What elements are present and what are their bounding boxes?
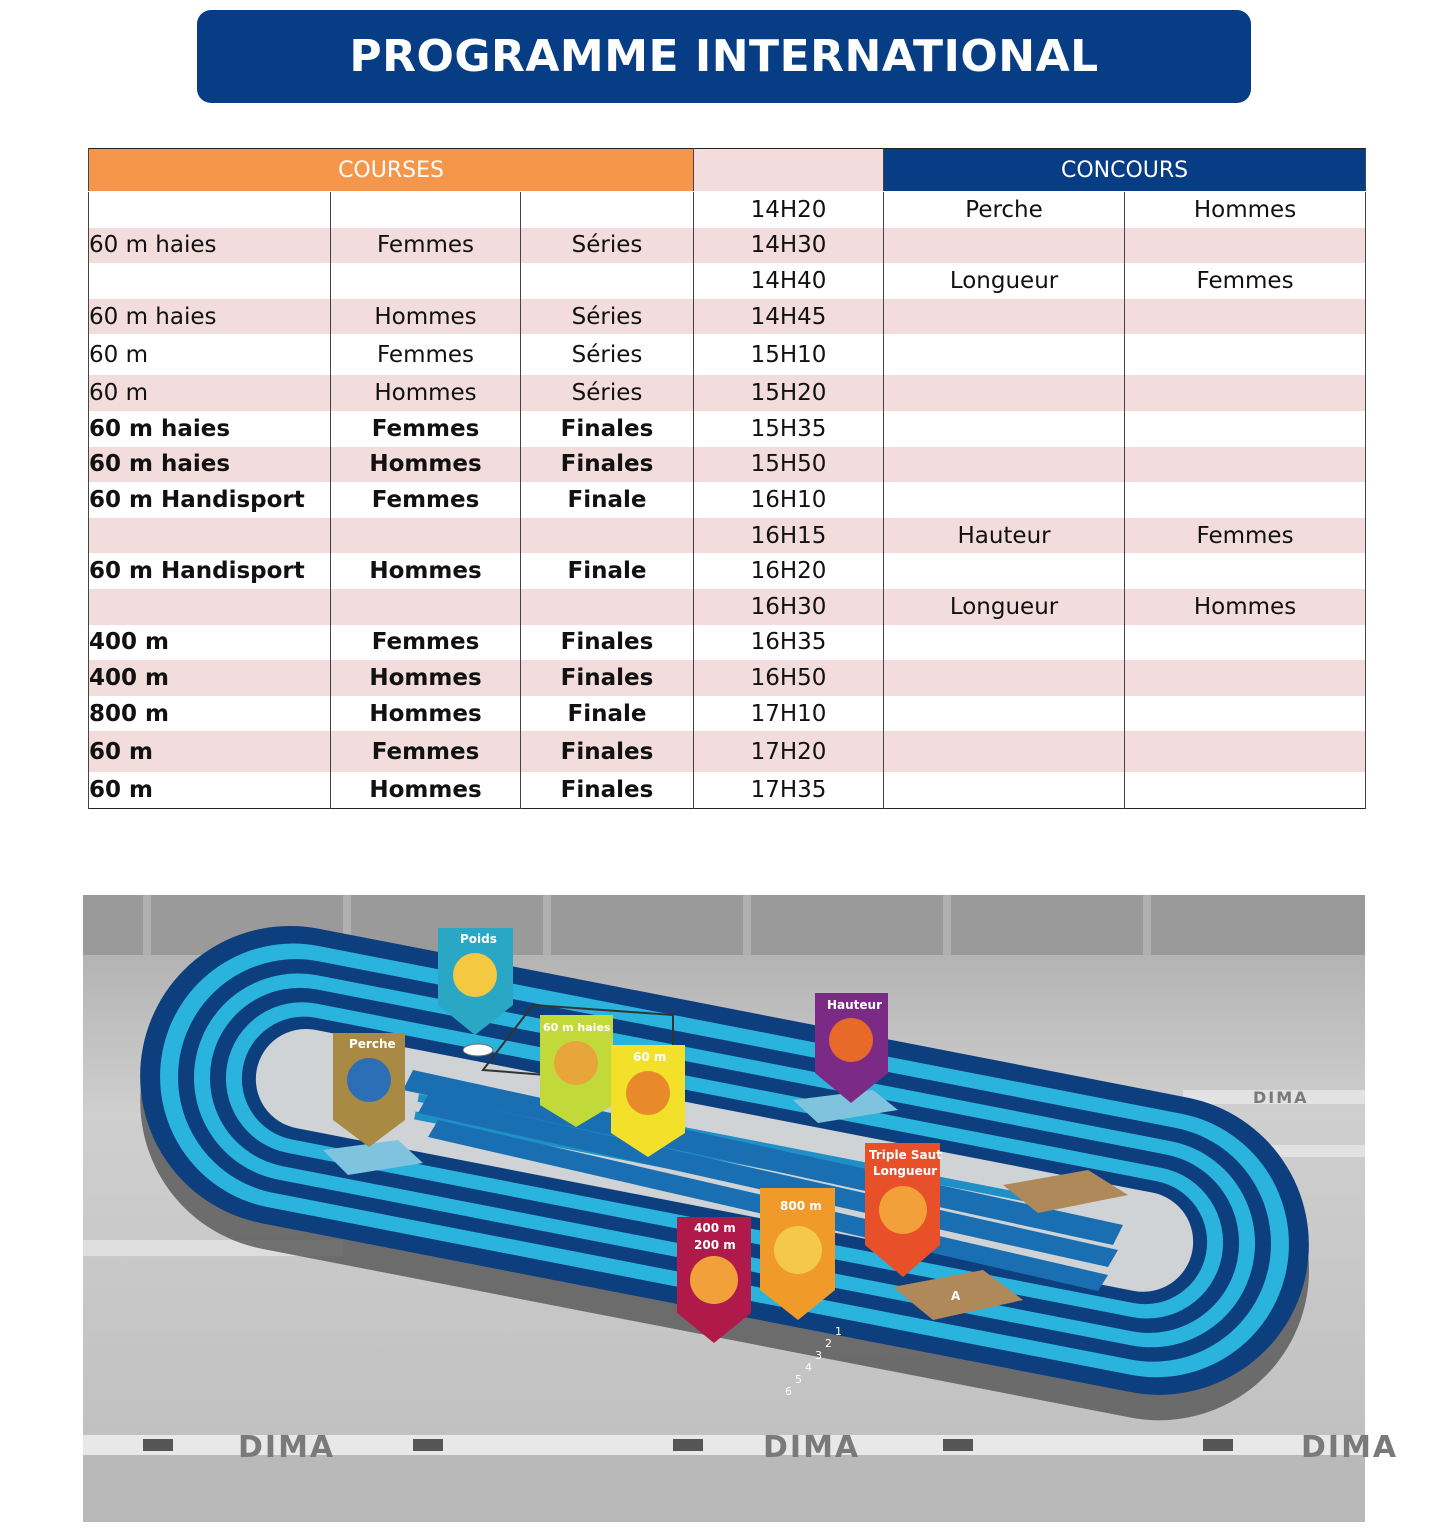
sponsor-text-3: DIMA (1301, 1430, 1399, 1465)
concours-event-cell (884, 660, 1125, 696)
time-cell: 16H10 (694, 482, 884, 518)
time-cell: 14H30 (694, 228, 884, 264)
svg-text:Longueur: Longueur (873, 1164, 938, 1178)
concours-event-cell: Longueur (884, 589, 1125, 625)
event-cell: 400 m (89, 660, 331, 696)
event-cell: 60 m Handisport (89, 482, 331, 518)
table-row (89, 772, 1366, 808)
table-row (89, 263, 1366, 299)
time-cell: 16H20 (694, 553, 884, 589)
concours-event-cell (884, 375, 1125, 411)
concours-gender-cell (1125, 660, 1366, 696)
gender-cell: Hommes (331, 447, 521, 483)
svg-text:Triple Saut: Triple Saut (869, 1148, 942, 1162)
gender-cell: Femmes (331, 334, 521, 375)
svg-text:Hauteur: Hauteur (827, 998, 883, 1012)
concours-event-cell: Longueur (884, 263, 1125, 299)
table-row (89, 375, 1366, 411)
round-cell: Séries (521, 375, 694, 411)
concours-gender-cell: Femmes (1125, 263, 1366, 299)
concours-gender-cell (1125, 228, 1366, 264)
table-row (89, 299, 1366, 335)
round-cell: Finales (521, 625, 694, 661)
time-cell: 17H20 (694, 731, 884, 772)
time-cell: 17H35 (694, 772, 884, 808)
sponsor-text-1: DIMA (238, 1430, 336, 1465)
concours-gender-cell (1125, 696, 1366, 732)
concours-header: CONCOURS (884, 149, 1366, 192)
svg-text:200 m: 200 m (694, 1238, 736, 1252)
round-cell: Finales (521, 411, 694, 447)
svg-text:800 m: 800 m (780, 1199, 822, 1213)
stadium-map (83, 895, 1399, 1522)
round-cell: Finales (521, 772, 694, 808)
shot-put-circle (463, 1044, 493, 1056)
gender-cell: Hommes (331, 696, 521, 732)
round-cell: Finales (521, 731, 694, 772)
table-row (89, 660, 1366, 696)
concours-event-cell (884, 334, 1125, 375)
svg-text:400 m: 400 m (694, 1221, 736, 1235)
round-cell: Finales (521, 660, 694, 696)
event-cell: 60 m (89, 731, 331, 772)
time-cell: 16H15 (694, 518, 884, 554)
table-row (89, 228, 1366, 264)
time-cell: 16H30 (694, 589, 884, 625)
concours-gender-cell (1125, 411, 1366, 447)
event-cell (89, 589, 331, 625)
gender-cell: Femmes (331, 411, 521, 447)
table-row (89, 518, 1366, 554)
event-cell: 60 m (89, 334, 331, 375)
gender-cell: Femmes (331, 625, 521, 661)
pit-label: A (951, 1289, 961, 1303)
event-cell: 60 m haies (89, 411, 331, 447)
concours-event-cell (884, 731, 1125, 772)
flag-60m-haies (540, 1015, 613, 1127)
gender-cell (331, 518, 521, 554)
time-cell: 16H35 (694, 625, 884, 661)
table-row (89, 192, 1366, 228)
event-cell: 60 m haies (89, 447, 331, 483)
svg-text:1: 1 (835, 1325, 842, 1338)
table-row (89, 447, 1366, 483)
title-banner (197, 10, 1251, 103)
event-cell: 60 m haies (89, 228, 331, 264)
concours-event-cell (884, 553, 1125, 589)
event-cell: 60 m (89, 772, 331, 808)
time-cell: 14H45 (694, 299, 884, 335)
round-cell: Séries (521, 228, 694, 264)
gender-cell: Femmes (331, 228, 521, 264)
schedule-rows (89, 192, 1366, 809)
concours-event-cell: Perche (884, 192, 1125, 228)
svg-text:2: 2 (825, 1337, 832, 1350)
time-cell: 15H50 (694, 447, 884, 483)
time-cell: 16H50 (694, 660, 884, 696)
svg-text:60 m haies: 60 m haies (543, 1021, 611, 1034)
time-cell: 15H35 (694, 411, 884, 447)
sponsor-text-4: DIMA (1253, 1088, 1309, 1107)
round-cell: Finale (521, 696, 694, 732)
svg-text:4: 4 (805, 1361, 812, 1374)
schedule-table (88, 148, 1366, 809)
concours-event-cell (884, 772, 1125, 808)
table-row (89, 334, 1366, 375)
round-cell (521, 192, 694, 228)
page-title: PROGRAMME INTERNATIONAL (349, 31, 1099, 82)
svg-text:6: 6 (785, 1385, 792, 1398)
concours-gender-cell (1125, 553, 1366, 589)
concours-gender-cell (1125, 447, 1366, 483)
round-cell (521, 263, 694, 299)
time-cell: 17H10 (694, 696, 884, 732)
table-row (89, 411, 1366, 447)
concours-event-cell (884, 625, 1125, 661)
concours-event-cell (884, 696, 1125, 732)
time-cell: 14H20 (694, 192, 884, 228)
table-header-row (89, 149, 1366, 192)
table-row (89, 553, 1366, 589)
concours-event-cell (884, 228, 1125, 264)
gender-cell: Hommes (331, 375, 521, 411)
concours-gender-cell (1125, 299, 1366, 335)
round-cell: Séries (521, 334, 694, 375)
time-cell: 15H10 (694, 334, 884, 375)
round-cell: Finale (521, 482, 694, 518)
event-cell: 400 m (89, 625, 331, 661)
gender-cell (331, 589, 521, 625)
table-row (89, 696, 1366, 732)
table-row (89, 731, 1366, 772)
gender-cell: Hommes (331, 772, 521, 808)
concours-gender-cell: Femmes (1125, 518, 1366, 554)
gender-cell: Hommes (331, 660, 521, 696)
round-cell: Séries (521, 299, 694, 335)
gender-cell: Femmes (331, 731, 521, 772)
event-cell: 800 m (89, 696, 331, 732)
concours-gender-cell: Hommes (1125, 192, 1366, 228)
concours-gender-cell (1125, 482, 1366, 518)
concours-gender-cell (1125, 375, 1366, 411)
concours-event-cell (884, 482, 1125, 518)
gender-cell (331, 263, 521, 299)
concours-gender-cell (1125, 334, 1366, 375)
round-cell: Finale (521, 553, 694, 589)
svg-text:3: 3 (815, 1349, 822, 1362)
courses-header: COURSES (89, 149, 694, 192)
gender-cell (331, 192, 521, 228)
time-cell: 15H20 (694, 375, 884, 411)
svg-text:Poids: Poids (460, 932, 497, 946)
time-header (694, 149, 884, 192)
gender-cell: Hommes (331, 299, 521, 335)
concours-event-cell (884, 299, 1125, 335)
svg-text:5: 5 (795, 1373, 802, 1386)
table-row (89, 625, 1366, 661)
event-cell: 60 m haies (89, 299, 331, 335)
concours-event-cell (884, 411, 1125, 447)
concours-gender-cell (1125, 772, 1366, 808)
event-cell (89, 518, 331, 554)
svg-text:Perche: Perche (349, 1037, 396, 1051)
svg-text:60 m: 60 m (633, 1050, 667, 1064)
round-cell (521, 518, 694, 554)
time-cell: 14H40 (694, 263, 884, 299)
sponsor-text-2: DIMA (763, 1430, 861, 1465)
round-cell: Finales (521, 447, 694, 483)
round-cell (521, 589, 694, 625)
concours-gender-cell: Hommes (1125, 589, 1366, 625)
event-cell (89, 263, 331, 299)
event-cell: 60 m (89, 375, 331, 411)
concours-gender-cell (1125, 731, 1366, 772)
table-row (89, 589, 1366, 625)
flag-60m (611, 1045, 685, 1157)
concours-event-cell: Hauteur (884, 518, 1125, 554)
gender-cell: Femmes (331, 482, 521, 518)
concours-event-cell (884, 447, 1125, 483)
event-cell (89, 192, 331, 228)
event-cell: 60 m Handisport (89, 553, 331, 589)
concours-gender-cell (1125, 625, 1366, 661)
gender-cell: Hommes (331, 553, 521, 589)
table-row (89, 482, 1366, 518)
